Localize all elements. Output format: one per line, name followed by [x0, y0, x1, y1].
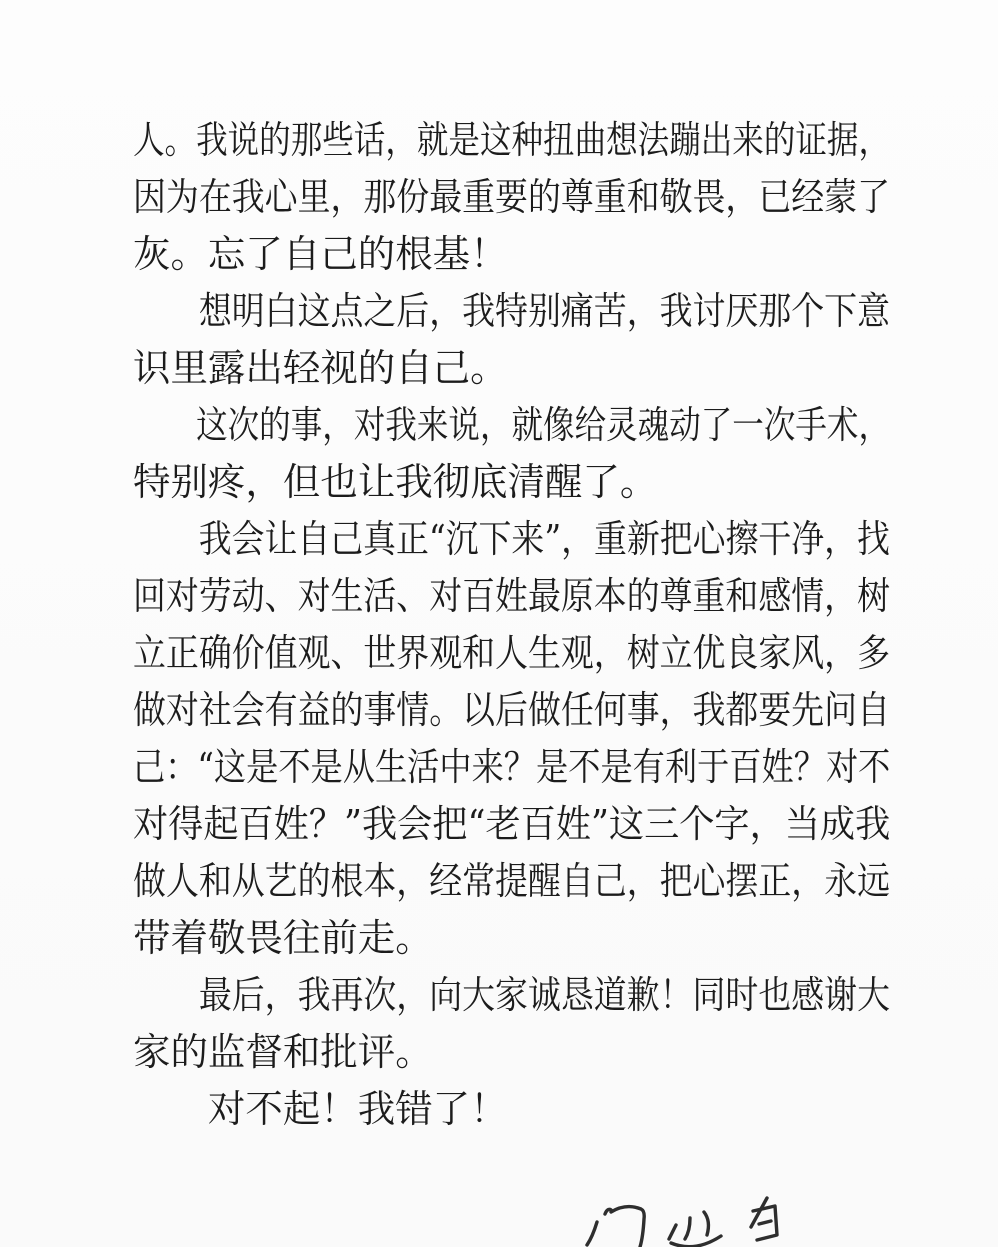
letter-line: 做人和从艺的根本，经常提醒自己，把心摆正，永远 — [133, 859, 891, 903]
letter-line: 回对劳动、对生活、对百姓最原本的尊重和感情，树 — [133, 574, 891, 618]
letter-line: 因为在我心里，那份最重要的尊重和敬畏，已经蒙了 — [133, 175, 891, 219]
letter-line: 我会让自己真正“沉下来”，重新把心擦干净，找 — [198, 517, 890, 561]
letter-body — [133, 112, 901, 1138]
letter-line: 灰。忘了自己的根基！ — [133, 232, 508, 276]
letter-line: 做对社会有益的事情。以后做任何事，我都要先问自 — [133, 688, 891, 732]
handwritten-signature — [583, 1180, 813, 1247]
handwritten-signature-strokes — [583, 1180, 813, 1247]
letter-line: 想明白这点之后，我特别痛苦，我讨厌那个下意 — [198, 289, 891, 333]
letter-line: 带着敬畏往前走。 — [133, 916, 433, 960]
letter-line: 特别疼，但也让我彻底清醒了。 — [133, 460, 658, 504]
letter-line: 己：“这是不是从生活中来？是不是有利于百姓？对不 — [133, 745, 891, 789]
letter-line: 家的监督和批评。 — [133, 1030, 433, 1074]
letter-line: 对得起百姓？”我会把“老百姓”这三个字，当成我 — [133, 802, 891, 846]
letter-line: 最后，我再次，向大家诚恳道歉！同时也感谢大 — [198, 973, 891, 1017]
letter-line: 对不起！我错了！ — [207, 1087, 508, 1131]
letter-line: 识里露出轻视的自己。 — [133, 346, 508, 390]
letter-line: 这次的事，对我来说，就像给灵魂动了一次手术， — [196, 403, 891, 447]
letter-line: 人。我说的那些话，就是这种扭曲想法蹦出来的证据， — [133, 118, 891, 162]
letter-line: 立正确价值观、世界观和人生观，树立优良家风，多 — [133, 631, 891, 675]
